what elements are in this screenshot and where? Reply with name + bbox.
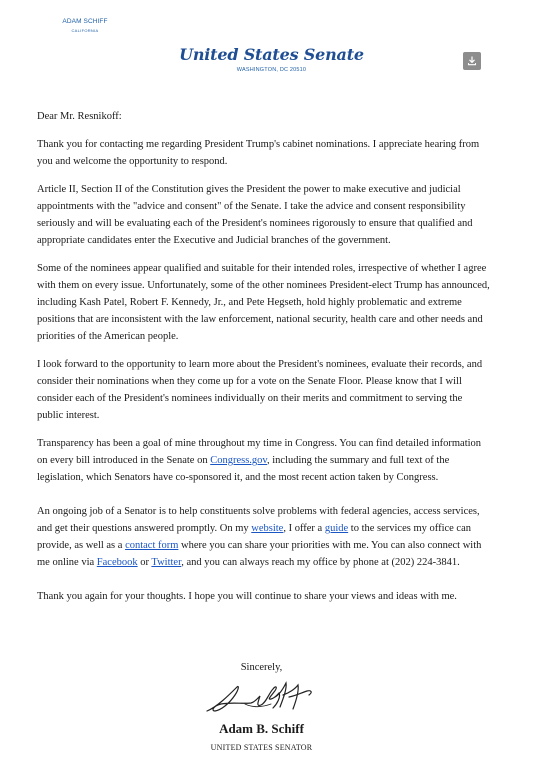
signer-name: Adam B. Schiff (219, 721, 304, 736)
paragraph-6-text: or (137, 557, 152, 568)
paragraph-6-text: to the services my office can provide, as well as a (37, 523, 471, 551)
download-icon (467, 56, 477, 66)
letter-body (37, 108, 491, 616)
senate-title: United States Senate (179, 45, 364, 64)
paragraph-3: Some of the nominees appear qualified and suitable for their intended roles, irrespective of whether I agree with them on every issue. Unfortunately, some of the other nominees President-elect Trump has announced, including Kash Patel, Robert F. Kennedy, Jr., and Pete Hegseth, hold highly problematic and extreme positions that are inconsistent with the law enforcement, national security, health care and other needs and priorities of the American people. (37, 263, 490, 342)
paragraph-5-text-end: , including the summary and full text of the legislation, which Senators have co-sponsored it, and the most recent action taken by Congress. (37, 455, 450, 483)
paragraph-6-text: An ongoing job of a Senator is to help constituents solve problems with federal agencies, access services, and get their questions answered promptly. On my (37, 506, 480, 534)
twitter-link[interactable]: Twitter (151, 557, 182, 568)
paragraph-6-text: where you can share your priorities with me. You can also connect with me online via (37, 540, 482, 568)
paragraph-6 (37, 503, 491, 571)
paragraph-7: Thank you again for your thoughts. I hope you will continue to share your views and ideas with me. (37, 591, 457, 602)
letterhead-senate (150, 45, 393, 73)
letterhead-senator (62, 18, 108, 33)
paragraph-4: I look forward to the opportunity to learn more about the President's nominees, evaluate their records, and consider their nominations when they come up for a vote on the Senate Floor. Please know that I will consider each of the President's nominees individually on their merits and commitment to serving the public interest. (37, 359, 483, 421)
letterhead-senator-name: ADAM SCHIFF (62, 18, 108, 25)
salutation: Dear Mr. Resnikoff: (37, 111, 122, 122)
paragraph-6-text: , and you can always reach my office by phone at (202) 224-3841. (181, 557, 460, 568)
download-button[interactable] (463, 52, 481, 70)
paragraph-6-text: , I offer a (283, 523, 325, 534)
paragraph-1: Thank you for contacting me regarding President Trump's cabinet nominations. I appreciate hearing from you and welcome the opportunity to respond. (37, 139, 480, 167)
signer-title: UNITED STATES SENATOR (210, 743, 313, 752)
closing-block (0, 662, 523, 752)
senate-location: WASHINGTON, DC 20510 (236, 67, 307, 73)
paragraph-2: Article II, Section II of the Constitution gives the President the power to make executive and judicial appointments with the "advice and consent" of the Senate. I take the advice and consent responsibility seriously and will be evaluating each of the President's nominees rigorously to ensure that qualified and appropriate candidates enter the Executive and Judicial branches of the government. (37, 184, 473, 246)
paragraph-5 (37, 435, 491, 486)
sincerely: Sincerely, (240, 662, 283, 673)
signature (203, 677, 321, 717)
facebook-link[interactable]: Facebook (96, 557, 138, 568)
congress-gov-link[interactable]: Congress.gov (210, 455, 267, 466)
paragraph-5-text: Transparency has been a goal of mine throughout my time in Congress. You can find detailed information on every bill introduced in the Senate on (37, 438, 482, 466)
website-link[interactable]: website (251, 523, 284, 534)
letterhead-state: CALIFORNIA (71, 28, 99, 33)
guide-link[interactable]: guide (324, 523, 349, 534)
contact-form-link[interactable]: contact form (125, 540, 179, 551)
